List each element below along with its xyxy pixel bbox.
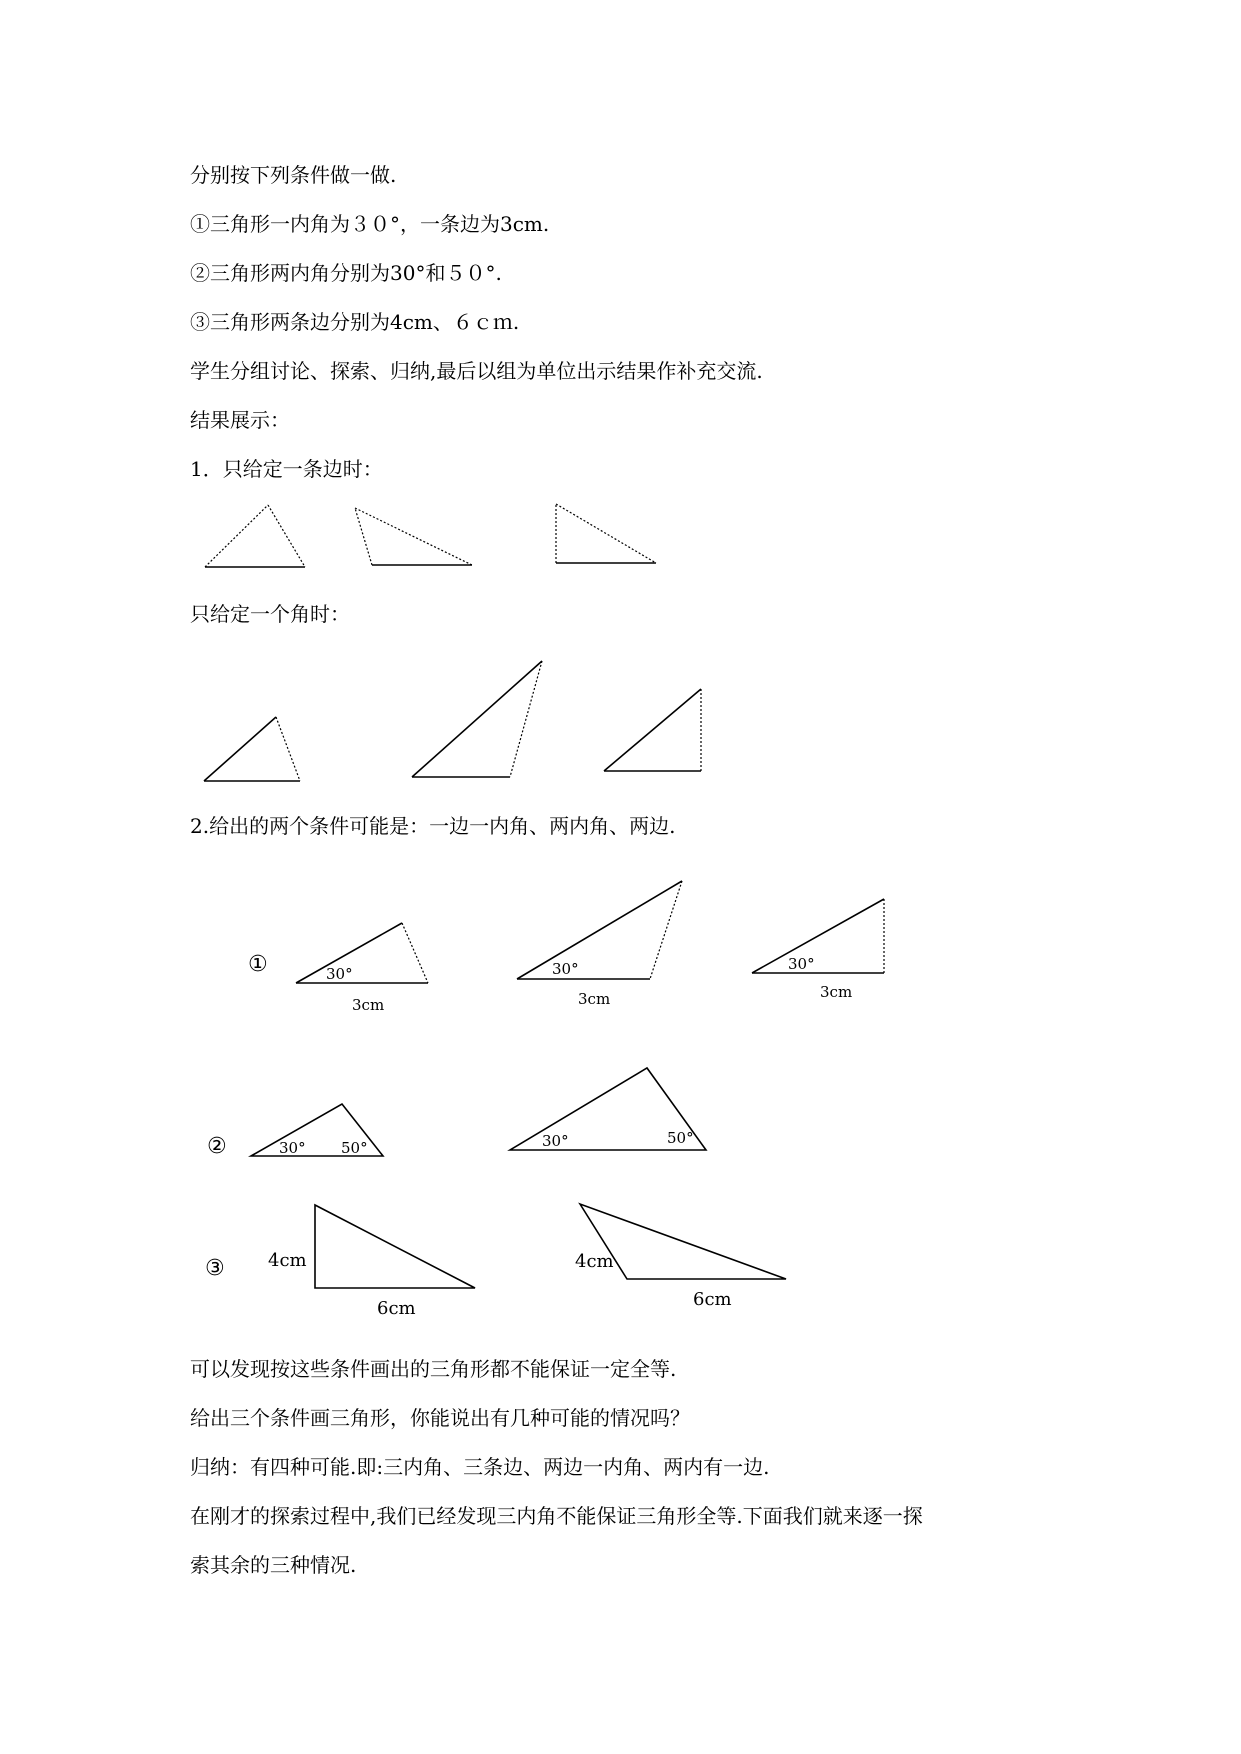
text-line-12: 归纳：有四种可能.即:三内角、三条边、两边一内角、两内有一边.: [190, 1455, 770, 1479]
marker-1: ①: [248, 952, 268, 977]
marker-3: ③: [205, 1256, 225, 1281]
text-line-9: 2.给出的两个条件可能是：一边一内角、两内角、两边.: [190, 814, 676, 838]
tri-aa-2: [510, 1068, 706, 1150]
side-label: 3cm: [578, 990, 611, 1008]
tri-side-1: [205, 505, 305, 567]
text-line-10: 可以发现按这些条件画出的三角形都不能保证一定全等.: [190, 1357, 677, 1381]
tri-sa-2: [517, 881, 682, 1008]
text-line-2: ①三角形一内角为３０°，一条边为3cm.: [190, 212, 550, 236]
text-line-5: 学生分组讨论、探索、归纳,最后以组为单位出示结果作补充交流.: [190, 359, 763, 383]
angle-label: 50°: [341, 1139, 368, 1157]
text-line-3: ②三角形两内角分别为30°和５０°.: [190, 261, 502, 285]
text-line-13: 在刚才的探索过程中,我们已经发现三内角不能保证三角形全等.下面我们就来逐一探: [190, 1504, 923, 1528]
tri-aa-1: [251, 1104, 383, 1157]
tri-angle-3: [604, 689, 701, 771]
tri-side-2: [355, 508, 472, 565]
angle-label: 30°: [279, 1139, 306, 1157]
angle-label: 30°: [552, 960, 579, 978]
tri-sa-1: [296, 923, 428, 1014]
side-label: 4cm: [575, 1251, 614, 1272]
side-label: 3cm: [820, 983, 853, 1001]
side-label: 3cm: [352, 996, 385, 1014]
angle-label: 50°: [667, 1129, 694, 1147]
text-line-14: 索其余的三种情况.: [190, 1553, 357, 1577]
tri-ss-2: [575, 1204, 786, 1310]
tri-side-3: [556, 504, 656, 563]
text-line-4: ③三角形两条边分别为4cm、６ｃｍ.: [190, 310, 520, 334]
text-line-1: 分别按下列条件做一做.: [190, 163, 397, 187]
tri-sa-3: [752, 899, 884, 1001]
tri-angle-1: [204, 717, 300, 781]
side-label: 6cm: [693, 1289, 732, 1310]
tri-ss-1: [268, 1205, 475, 1319]
text-line-7: 1．只给定一条边时：: [190, 457, 383, 481]
text-line-11: 给出三个条件画三角形，你能说出有几种可能的情况吗？: [190, 1406, 690, 1430]
angle-label: 30°: [542, 1132, 569, 1150]
text-line-8: 只给定一个角时：: [190, 602, 350, 626]
side-label: 4cm: [268, 1250, 307, 1271]
angle-label: 30°: [326, 965, 353, 983]
text-line-6: 结果展示：: [190, 408, 290, 432]
angle-label: 30°: [788, 955, 815, 973]
marker-2: ②: [207, 1134, 227, 1159]
side-label: 6cm: [377, 1298, 416, 1319]
tri-angle-2: [412, 661, 542, 777]
